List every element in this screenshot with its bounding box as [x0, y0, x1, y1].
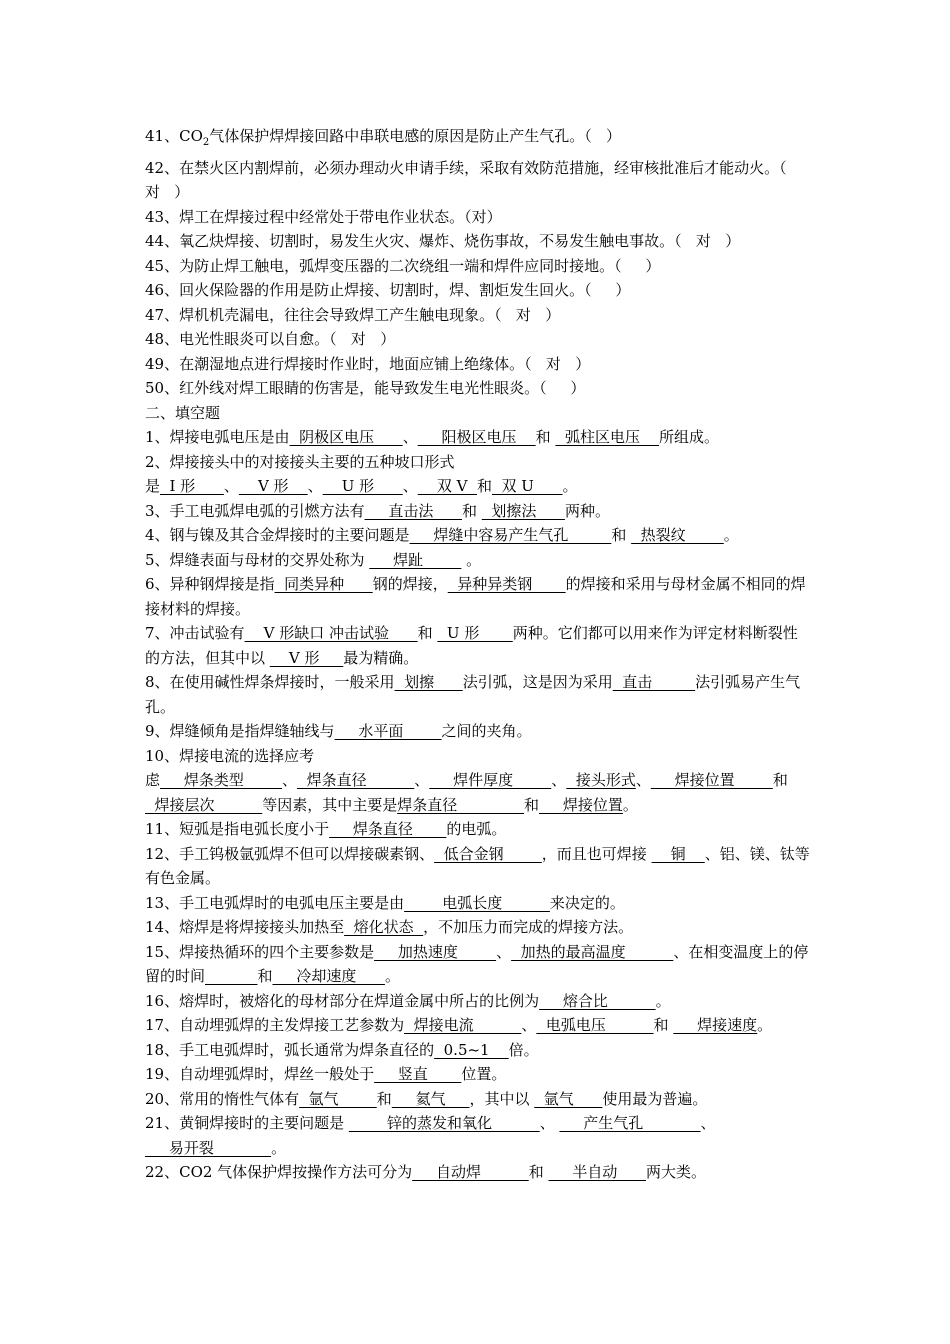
document-page: [145, 124, 810, 1185]
question-text: 、: [700, 1114, 721, 1132]
question-text: 20、常用的惰性气体有: [145, 1089, 300, 1108]
question-text: 49、在潮湿地点进行焊接时作业时，地面应铺上绝缘体。（ 对 ）: [145, 354, 591, 373]
question-text: 和: [535, 428, 556, 446]
judgement-question: [145, 278, 810, 303]
question-text: 和: [653, 1016, 674, 1034]
question-text: 和: [611, 526, 632, 544]
answer-blank: 氦气: [391, 1089, 470, 1108]
question-text: 的焊接和采用与母材金属不相同的焊接材料的焊接。: [145, 575, 806, 618]
question-text: 46、回火保险器的作用是防止焊接、切割时，焊、割炬发生回火。（ ）: [145, 281, 631, 299]
question-text: 倍。: [508, 1040, 539, 1059]
answer-blank: [205, 967, 257, 985]
judgement-question: [145, 205, 810, 230]
judgement-question: [145, 303, 810, 328]
question-text: 1、焊接电弧电压是由: [145, 428, 290, 446]
answer-blank: 焊接位置: [650, 771, 773, 789]
question-text: 的电弧。: [446, 820, 507, 838]
answer-blank: 焊件厚度: [429, 771, 552, 789]
answer-blank: 焊缝中容易产生气孔: [409, 526, 612, 544]
question-text: 和: [524, 795, 540, 814]
answer-blank: 直击: [612, 673, 696, 691]
answer-blank: V 形: [238, 477, 308, 495]
question-text: 钢的焊接，: [372, 575, 448, 593]
answer-blank: 同类异种: [274, 575, 373, 593]
judgement-question: [145, 254, 810, 279]
question-text: 、: [223, 477, 239, 495]
question-text: 、: [402, 428, 418, 446]
question-text: 。: [622, 795, 638, 814]
question-text: 等因素，其中主要是: [262, 795, 398, 814]
answer-blank: 水平面: [334, 722, 442, 740]
question-text: 。: [723, 526, 739, 544]
question-text: 之间的夹角。: [441, 722, 532, 740]
question-text: 两种。它们都可以用来作为评定材料断裂性的方法，但其中以: [145, 624, 798, 667]
question-text: ，其中以: [469, 1089, 535, 1108]
question-text: 7、冲击试验有: [145, 624, 245, 642]
answer-blank: 锌的蒸发和氧化: [348, 1114, 540, 1132]
answer-blank: 竖直: [374, 1065, 462, 1083]
answer-blank: 氩气: [534, 1089, 603, 1108]
fill-blank-question: [145, 450, 810, 499]
answer-blank: 焊条直径: [297, 771, 415, 789]
answer-blank: 自动焊: [412, 1163, 529, 1181]
question-text: 和: [772, 771, 793, 789]
answer-blank: 铜: [651, 844, 705, 863]
answer-blank: 焊接速度: [673, 1016, 758, 1034]
fill-blank-question: [145, 1160, 810, 1185]
question-text: 45、为防止焊工触电，弧焊变压器的二次绕组一端和焊件应同时接地。（ ）: [145, 256, 661, 275]
answer-blank: 熔合比: [539, 991, 656, 1010]
fill-blank-question: [145, 915, 810, 940]
judgement-question: [145, 327, 810, 352]
judgement-question: [145, 352, 810, 377]
fill-blank-question: [145, 1013, 810, 1038]
question-text: 、: [496, 942, 512, 961]
fill-blank-question: [145, 842, 810, 891]
fill-blank-question: [145, 523, 810, 548]
question-text: 12、手工钨极氩弧焊不但可以焊接碳素钢、: [145, 844, 435, 863]
question-text: 2、焊接接头中的对接接头主要的五种坡口形式是: [145, 452, 455, 495]
answer-blank: 接头形式: [566, 771, 636, 789]
question-text: 16、熔焊时，被熔化的母材部分在焊道金属中所占的比例为: [145, 991, 540, 1010]
question-text: 和: [417, 624, 438, 642]
fill-blank-question: [145, 989, 810, 1014]
answer-blank: 划擦法: [481, 501, 565, 520]
question-text: 17、自动埋弧焊的主发焊接工艺参数为: [145, 1016, 405, 1034]
fill-blank-question: [145, 940, 810, 989]
question-text: 法引弧，这是因为采用: [462, 673, 613, 691]
question-text: 。: [655, 991, 671, 1010]
answer-blank: 0.5~1: [434, 1040, 509, 1059]
question-text: 、: [414, 771, 430, 789]
answer-blank: 划擦: [394, 673, 463, 691]
fill-blank-question: [145, 1111, 810, 1160]
question-text: 和: [462, 501, 482, 520]
question-text: 和: [257, 967, 273, 985]
judgement-question: [145, 229, 810, 254]
answer-blank: 产生气孔: [559, 1114, 701, 1132]
answer-blank: 异种异类钢: [447, 575, 566, 593]
question-text: 来决定的。: [549, 893, 625, 912]
section-title: 二、填空题: [145, 403, 221, 422]
question-text: 和: [376, 1089, 392, 1108]
question-text: 。: [461, 550, 482, 569]
question-text: 5、焊缝表面与母材的交界处称为: [145, 550, 370, 569]
answer-blank: 加热的最高温度: [511, 942, 674, 961]
question-text: 48、电光性眼炎可以自愈。（ 对 ）: [145, 330, 396, 348]
judgement-question-list: [145, 124, 810, 401]
answer-blank: 焊趾: [369, 550, 462, 569]
question-text: 21、黄铜焊接时的主要问题是: [145, 1114, 349, 1132]
question-text: 。: [271, 1138, 287, 1157]
question-text: 44、氧乙炔焊接、切割时，易发生火灾、爆炸、烧伤事故，不易发生触电事故。（ 对 ）: [145, 232, 741, 250]
question-text: 42、在禁火区内割焊前，必须办理动火申请手续，采取有效防范措施，经审核批准后才能动火。（ 对 ）: [145, 158, 801, 201]
question-text: 15、焊接热循环的四个主要参数是: [145, 942, 375, 961]
answer-blank: 加热速度: [374, 942, 497, 961]
answer-blank: 焊条直径: [329, 820, 447, 838]
answer-blank: 热裂纹: [631, 526, 724, 544]
question-text: 、: [307, 477, 323, 495]
question-text: 和: [476, 477, 492, 495]
question-text: 8、在使用碱性焊条焊接时，一般采用: [145, 673, 395, 691]
question-text: 43、焊工在焊接过程中经常处于带电作业状态。（对）: [145, 207, 502, 226]
answer-blank: U 形: [437, 624, 513, 642]
question-text: 19、自动埋弧焊时，焊丝一般处于: [145, 1065, 375, 1083]
fill-blank-question: [145, 1038, 810, 1063]
question-text: 使用最为普遍。: [602, 1089, 708, 1108]
question-text: 最为精确。: [343, 648, 419, 667]
question-text: 两大类。: [645, 1163, 706, 1181]
answer-blank: 焊条直径: [397, 795, 524, 814]
question-text: 和: [528, 1163, 549, 1181]
question-text: ，而且也可焊接: [541, 844, 652, 863]
answer-blank: 电弧长度: [404, 893, 550, 912]
question-text: 22、CO2 气体保护焊按操作方法可分为: [145, 1163, 413, 1181]
question-text: 3、手工电弧焊电弧的引燃方法有: [145, 501, 365, 520]
answer-blank: 双 U: [491, 477, 563, 495]
answer-blank: 双 V: [417, 477, 477, 495]
answer-blank: 焊接位置: [539, 795, 623, 814]
question-text: 两种。: [564, 501, 610, 520]
answer-blank: V 形缺口 冲击试验: [244, 624, 418, 642]
fill-blank-question: [145, 817, 810, 842]
question-text: 18、手工电弧焊时，弧长通常为焊条直径的: [145, 1040, 435, 1059]
answer-blank: 半自动: [548, 1163, 646, 1181]
fill-blank-question: [145, 744, 810, 818]
question-text: 9、焊缝倾角是指焊缝轴线与: [145, 722, 335, 740]
subscript: 2: [202, 137, 210, 148]
question-text: 位置。: [461, 1065, 507, 1083]
answer-blank: 直击法: [364, 501, 462, 520]
fill-blank-question: [145, 548, 810, 573]
question-text: 、: [539, 1114, 560, 1132]
answer-blank: 焊接电流: [404, 1016, 522, 1034]
question-text: 4、钢与镍及其合金焊接时的主要问题是: [145, 526, 410, 544]
answer-blank: 阳极区电压: [417, 428, 536, 446]
fill-blank-question-list: [145, 425, 810, 1185]
question-text: 。: [757, 1016, 773, 1034]
question-text: 6、异种钢焊接是指: [145, 575, 275, 593]
question-text: 47、焊机机壳漏电，往往会导致焊工产生触电现象。（ 对 ）: [145, 305, 561, 324]
question-text: 、: [635, 771, 651, 789]
answer-blank: 焊条类型: [160, 771, 283, 789]
answer-blank: U 形: [322, 477, 403, 495]
question-text: 所组成。: [659, 428, 720, 446]
answer-blank: V 形: [269, 648, 344, 667]
fill-blank-question: [145, 891, 810, 916]
answer-blank: 易开裂: [145, 1138, 272, 1157]
answer-blank: 弧柱区电压: [555, 428, 660, 446]
fill-blank-question: [145, 621, 810, 670]
question-text: 、: [521, 1016, 537, 1034]
question-text: 50、红外线对焊工眼睛的伤害是，能导致发生电光性眼炎。（ ）: [145, 379, 586, 397]
question-text: 、: [551, 771, 567, 789]
question-text: 、在相变温度上的停留的时间: [145, 942, 809, 985]
answer-blank: 低合金钢: [434, 844, 542, 863]
fill-blank-question: [145, 1087, 810, 1112]
question-text: 14、熔焊是将焊接接头加热至: [145, 918, 345, 936]
answer-blank: 氩气: [299, 1089, 377, 1108]
question-text: ，不加压力而完成的焊接方法。: [423, 918, 634, 936]
fill-blank-question: [145, 719, 810, 744]
answer-blank: 阴极区电压: [289, 428, 403, 446]
question-text: 13、手工电弧焊时的电弧电压主要是由: [145, 893, 405, 912]
answer-blank: 冷却速度: [272, 967, 385, 985]
fill-blank-question: [145, 499, 810, 524]
question-text: 11、短弧是指电弧长度小于: [145, 820, 330, 838]
question-text: 41、CO: [145, 127, 203, 145]
question-text: 。: [562, 477, 578, 495]
fill-blank-question: [145, 1062, 810, 1087]
question-text: 、: [402, 477, 418, 495]
answer-blank: 电弧电压: [536, 1016, 654, 1034]
answer-blank: 熔化状态: [344, 918, 424, 936]
question-text: 10、焊接电流的选择应考虑: [145, 746, 315, 789]
judgement-question: [145, 376, 810, 401]
question-text: 、: [282, 771, 298, 789]
question-text: 。: [384, 967, 400, 985]
fill-blank-question: [145, 670, 810, 719]
question-text: 气体保护焊焊接回路中串联电感的原因是防止产生气孔。（ ）: [209, 127, 622, 145]
judgement-question: [145, 124, 810, 156]
fill-blank-question: [145, 572, 810, 621]
fill-blank-question: [145, 425, 810, 450]
judgement-question: [145, 156, 810, 205]
question-text: 、铝、镁、钛等有色金属。: [145, 844, 810, 887]
answer-blank: 焊接层次: [145, 795, 263, 814]
question-text: 法引弧易产生气孔。: [145, 673, 801, 716]
answer-blank: I 形: [160, 477, 224, 495]
